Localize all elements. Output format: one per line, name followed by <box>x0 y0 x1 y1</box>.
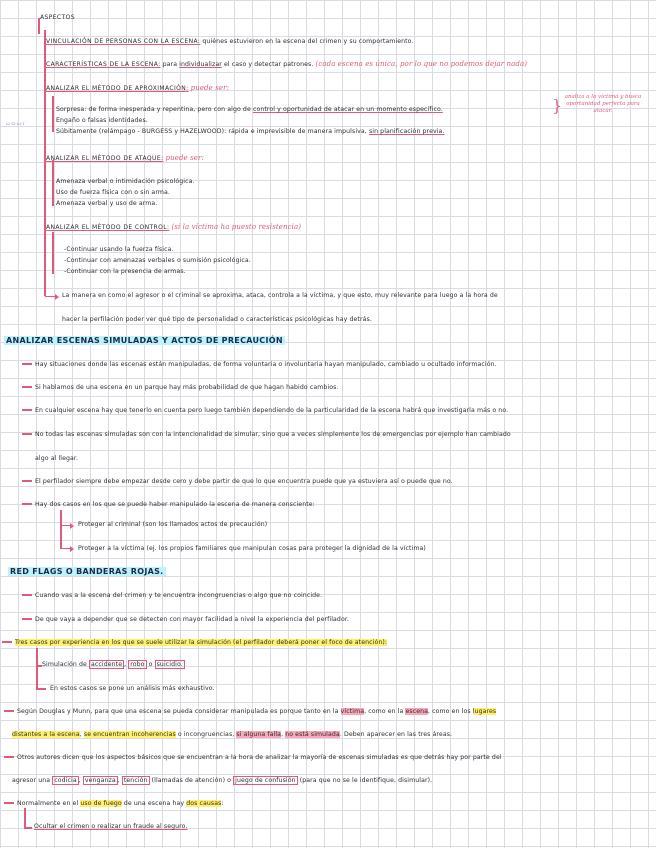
dash-icon <box>22 433 32 434</box>
note-aproximacion: puede ser: <box>190 84 230 92</box>
s1-item-1 <box>22 361 497 369</box>
summary-line-2: hacer la perfilación poder ver qué tipo de personalidad o características psicológicas hay detrás. <box>62 316 372 323</box>
line-ataque <box>46 154 204 163</box>
s2-item-5-text: Otros autores dicen que los aspectos básicos que se encuentran a la hora de analizar la mayoría de escenas simuladas es que detrás hay por parte del <box>17 754 502 761</box>
side-note: analiza a la víctima y busca oportunidad perfecta para atacar. <box>564 94 642 114</box>
section-title-simuladas-text: ANALIZAR ESCENAS SIMULADAS Y ACTOS DE PRECAUCIÓN <box>6 336 283 345</box>
note-ataque: puede ser: <box>165 154 204 162</box>
highlight-distantes: distantes a la escena <box>12 731 80 738</box>
line-caracteristicas <box>46 60 527 69</box>
highlight-victima: víctima <box>340 708 365 715</box>
note-caracteristicas: (cada escena es única, por lo que no podemos dejar nada) <box>315 60 528 68</box>
section-title-simuladas <box>4 336 285 345</box>
s2-sub-1: Simulación de accidente , robo o suicidio. <box>42 661 183 668</box>
highlight-escena: escena <box>405 708 429 715</box>
aprox-item-3 <box>56 128 445 136</box>
s1-item-5-text: El perfilador siempre debe empezar desde cero y debe partir de que lo que encuentra puede que ya estuviera así o puede que no. <box>35 478 453 485</box>
s2-item-4-cont-end: . Deben aparecer en las tres áreas. <box>339 731 453 738</box>
summary-line-1: La manera en como el agresor o el criminal se aproxima, ataca, controla a la víctima, y que esto, muy relevante para luego a la hora de <box>62 292 498 299</box>
line-control <box>46 223 301 232</box>
highlight-no-simulada: no está simulada <box>285 731 340 738</box>
s1-item-4-text: No todas las escenas simuladas son con la intencionalidad de simular, sino que a veces simplemente los de emergencias por ejemplo han cambiado <box>35 431 511 438</box>
aprox-3-underlined: sin planificación previa. <box>368 128 445 135</box>
text-vinculacion: quiénes estuvieron en la escena del crimen y su comportamiento. <box>200 38 414 45</box>
label-aproximacion: ANALIZAR EL MÉTODO DE APROXIMACIÓN: <box>46 85 189 92</box>
dash-icon <box>4 710 14 711</box>
boxed-accidente: accidente <box>91 661 123 668</box>
s2-item-5-cont: agresor una codicia , venganza , tención (llamadas de atención) o juego de confusión (para que no se le identifique, disimular). <box>12 777 433 784</box>
tree-connector <box>36 688 46 690</box>
s1-item-2-text: Si hablamos de una escena en un parque hay más probabilidad de que hagan habido cambios. <box>35 384 339 391</box>
s2-sub-3 <box>34 823 188 831</box>
margin-doodle: ω sɪ·ɯ·ɪ˙ <box>6 122 27 127</box>
aprox-item-2: Engaño o falsas identidades. <box>56 117 148 124</box>
boxed-robo: robo <box>130 661 145 668</box>
dash-icon <box>22 363 32 364</box>
note-control: (si la víctima ha puesto resistencia) <box>171 223 302 231</box>
arrow-icon <box>45 296 57 297</box>
tree-connector <box>52 160 54 206</box>
control-item-1: -Continuar usando la fuerza física. <box>64 246 174 253</box>
highlight-lugares: lugares <box>472 708 497 715</box>
boxed-codicia: codicia <box>54 777 77 784</box>
aprox-1-text: Sorpresa: de forma inesperada y repentina, pero con algo de <box>56 106 253 113</box>
tree-connector <box>52 232 54 274</box>
boxed-suicidio: suicidio. <box>156 661 183 668</box>
highlight-falla: si alguna falla <box>236 731 282 738</box>
dash-icon <box>22 594 32 595</box>
tree-connector <box>36 648 38 688</box>
highlight-dos-causas: dos causas <box>186 800 222 807</box>
ataque-item-2: Uso de fuerza física con o sin arma. <box>56 189 170 196</box>
label-ataque: ANALIZAR EL MÉTODO DE ATAQUE: <box>46 155 164 162</box>
s1-item-6 <box>22 501 315 509</box>
ataque-item-3: Amenaza verbal y uso de arma. <box>56 200 158 207</box>
heading-aspectos: ASPECTOS <box>40 14 75 21</box>
s2-item-5-end: (para que no se le identifique, disimular). <box>297 777 433 784</box>
label-vinculacion: VINCULACIÓN DE PERSONAS CON LA ESCENA: <box>46 38 201 45</box>
s2-item-6-pre: Normalmente en el <box>17 800 81 807</box>
s1-item-4-cont: algo al llegar. <box>35 455 79 462</box>
s2-sub-3-text: Ocultar el crimen o realizar un fraude al seguro. <box>34 823 188 830</box>
brace-icon: } <box>552 96 563 115</box>
dash-icon <box>22 618 32 619</box>
arrow-icon <box>60 525 72 526</box>
s2-item-4 <box>4 708 496 716</box>
control-item-3: -Continuar con la presencia de armas. <box>64 268 186 275</box>
control-item-2: -Continuar con amenazas verbales o sumisión psicológica. <box>64 257 251 264</box>
tree-connector <box>24 808 26 828</box>
s2-sub-1-mid: o <box>146 661 155 668</box>
s2-item-4-cont-mid1: , <box>79 731 84 738</box>
text-individualizar: individualizar <box>179 61 222 68</box>
s2-item-6 <box>4 800 224 808</box>
s2-item-2 <box>22 616 349 624</box>
tree-connector <box>44 30 46 296</box>
aprox-3-text: Súbitamente (relámpago - BURGESS y HAZELWOOD): rápida e imprevisible de manera impulsiva, <box>56 128 369 135</box>
s1-item-1-text: Hay situaciones donde las escenas están manipuladas, de forma voluntaria o involuntaria hayan manipulado, cambiado u ocultado información. <box>35 361 497 368</box>
s1-item-3-text: En cualquier escena hay que tenerlo en cuenta pero luego también dependiendo de la particularidad de la escena habrá que investigarla más o no. <box>35 407 509 414</box>
dash-icon <box>22 480 32 481</box>
aprox-item-1 <box>56 106 443 114</box>
tree-connector <box>60 510 62 548</box>
boxed-atencion: tención <box>123 777 148 784</box>
s1-item-3 <box>22 407 508 415</box>
s1-item-4 <box>22 431 511 439</box>
s2-item-4-cont-mid2: o incongruencias, <box>175 731 237 738</box>
s2-item-3 <box>2 639 387 647</box>
dash-icon <box>22 409 32 410</box>
dash-icon <box>4 756 14 757</box>
dash-icon <box>2 641 12 642</box>
line-aproximacion <box>46 84 229 93</box>
s1-item-2 <box>22 384 339 392</box>
s2-item-5 <box>4 754 502 762</box>
section-title-red-flags-text: RED FLAGS O BANDERAS ROJAS. <box>10 567 164 576</box>
s2-item-4-mid2: , como en los <box>428 708 473 715</box>
label-caracteristicas: CARACTERÍSTICAS DE LA ESCENA: <box>46 61 161 68</box>
boxed-venganza: venganza <box>84 777 116 784</box>
dash-icon <box>22 386 32 387</box>
dash-icon <box>4 802 14 803</box>
s2-item-5-pre: agresor una <box>12 777 53 784</box>
section-title-red-flags <box>8 567 166 576</box>
s2-item-4-pre: Según Douglas y Munn, para que una escena se pueda considerar manipulada es porque tanto en la <box>17 708 341 715</box>
tree-connector <box>52 96 54 132</box>
s2-sub-1-pre: Simulación de <box>42 661 90 668</box>
s2-item-5-mid: (llamadas de atención) o <box>149 777 234 784</box>
s2-item-4-mid1: , como en la <box>364 708 406 715</box>
s2-item-3-text: Tres casos por experiencia en los que se suele utilizar la simulación (el perfilador deberá poner el foco de atención): <box>15 639 388 646</box>
dash-icon <box>22 503 32 504</box>
s2-item-6-mid: de una escena hay <box>121 800 187 807</box>
aprox-1-underlined: control y oportunidad de atacar en un momento específico. <box>252 106 443 113</box>
s2-item-1 <box>22 592 322 600</box>
line-vinculacion <box>46 38 414 46</box>
text-caracteristicas-b: el caso y detectar patrones. <box>221 61 314 68</box>
s2-item-4-cont <box>12 731 452 739</box>
ataque-item-1: Amenaza verbal o intimidación psicológica. <box>56 178 195 185</box>
highlight-incoherencias: se encuentran incoherencias <box>83 731 176 738</box>
s2-item-4-cont-mid3: , <box>281 731 286 738</box>
tree-connector <box>24 827 32 829</box>
s1-item-5 <box>22 478 453 486</box>
s1-sub-2: Proteger a la víctima (ej. los propios familiares que manipulan cosas para proteger la dignidad de la víctima) <box>78 545 426 552</box>
text-caracteristicas-a: para <box>160 61 180 68</box>
s2-item-6-end: : <box>221 800 224 807</box>
label-control: ANALIZAR EL MÉTODO DE CONTROL: <box>46 224 170 231</box>
s2-item-1-text: Cuando vas a la escena del crimen y te encuentra incongruencias o algo que no coincide. <box>35 592 323 599</box>
s2-item-2-text: De que vaya a depender que se detecten con mayor facilidad a nivel la experiencia del perfilador. <box>35 616 349 623</box>
s1-sub-1: Proteger al criminal (son los llamados actos de precaución) <box>78 521 268 528</box>
boxed-confusion: juego de confusión <box>235 777 296 784</box>
s2-sub-2: En estos casos se pone un análisis más exhaustivo. <box>50 685 215 692</box>
arrow-icon <box>60 548 72 549</box>
highlight-uso-fuego: uso de fuego <box>80 800 122 807</box>
s1-item-6-text: Hay dos casos en los que se puede haber manipulado la escena de manera consciente: <box>35 501 315 508</box>
